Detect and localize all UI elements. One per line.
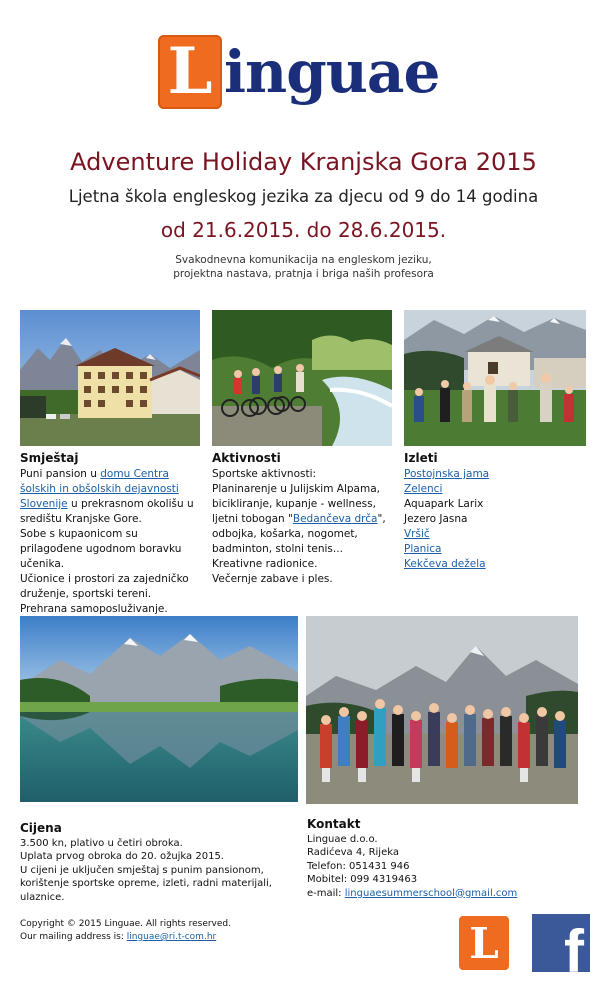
price-included: U cijeni je uključen smještaj s punim pansionom, korištenje sportske opreme, izleti, radni materijali, ulaznice. (20, 864, 272, 903)
contact-section (307, 818, 587, 900)
excursions-heading: Izleti (404, 451, 438, 465)
logo-wordmark: inguae (224, 38, 440, 106)
accommodation-heading: Smještaj (20, 451, 79, 465)
tagline-line-1: Svakodnevna komunikacija na engleskom jeziku, (175, 254, 432, 266)
lake-photo (20, 616, 298, 802)
facebook-icon[interactable] (532, 914, 590, 972)
price-heading: Cijena (20, 821, 62, 835)
activities-evening: Večernje zabave i ples. (212, 573, 333, 585)
price-amount: 3.500 kn, plativo u četiri obroka. (20, 837, 183, 849)
price-section (20, 822, 300, 904)
activities-sports-rest: ", odbojka, košarka, nogomet, badminton, stolni tenis... (212, 513, 386, 555)
excursion-jezero-jasna: Jezero Jasna (404, 513, 468, 525)
copyright-text: Copyright © 2015 Linguae. All rights reserved. (20, 919, 231, 929)
activities-heading: Aktivnosti (212, 451, 281, 465)
contact-email-link[interactable]: linguaesummerschool@gmail.com (344, 887, 518, 899)
excursion-link-postojnska-jama[interactable]: Postojnska jama (404, 468, 490, 480)
excursion-link-zelenci[interactable]: Zelenci (404, 483, 443, 495)
contact-phone: Telefon: 051431 946 (307, 860, 410, 872)
contact-address: Radićeva 4, Rijeka (307, 847, 399, 858)
linguae-logo-icon[interactable] (459, 916, 509, 970)
mailing-label: Our mailing address is: (20, 932, 127, 942)
activities-sports-label: Sportske aktivnosti: (212, 468, 317, 480)
accommodation-rooms: Sobe s kupaonicom su prilagođene ugodnom boravku učenika. (20, 528, 182, 570)
accommodation-intro (20, 467, 202, 527)
footer (20, 918, 231, 944)
accommodation-photo (20, 310, 200, 446)
excursion-aquapark: Aquapark Larix (404, 498, 484, 510)
accommodation-facilities: Učionice i prostori za zajedničko druženje, sportski tereni. (20, 573, 189, 600)
linguae-logo[interactable] (158, 32, 439, 112)
contact-company: Linguae d.o.o. (307, 833, 378, 845)
accommodation-intro-text: Puni pansion u (20, 468, 101, 480)
mailing-email-link[interactable]: linguae@ri.t-com.hr (126, 932, 217, 942)
contact-mobile: Mobitel: 099 4319463 (307, 874, 418, 885)
mailing-address-line (20, 931, 231, 944)
small-logo-letter: L (469, 918, 499, 968)
accommodation-section (20, 451, 202, 617)
excursion-link-vrsic[interactable]: Vršič (404, 528, 430, 540)
accommodation-meals: Prehrana samoposluživanje. (20, 603, 168, 615)
accommodation-link[interactable]: domu Centra šolskih in obšolskih dejavnosti Slovenije (20, 468, 179, 510)
activities-photo (212, 310, 392, 446)
facebook-letter: f (564, 918, 584, 972)
page-subtitle: Ljetna škola engleskog jezika za djecu od 9 do 14 godina (68, 187, 539, 206)
accommodation-intro-rest: u prekrasnom okolišu u središtu Kranjske Gore. (20, 498, 194, 525)
toboggan-link[interactable]: Bedančeva drča (292, 513, 378, 525)
price-first-installment: Uplata prvog obroka do 20. ožujka 2015. (20, 851, 224, 862)
contact-email-label: e-mail: (307, 887, 345, 899)
activities-sports-text: Planinarenje u Julijskim Alpama, bicikliranje, kupanje - wellness, ljetni tobogan " (212, 483, 380, 525)
excursion-link-kekceva-dezela[interactable]: Kekčeva dežela (404, 558, 486, 570)
contact-heading: Kontakt (307, 817, 361, 831)
activities-sports-list (212, 482, 396, 557)
activities-workshops: Kreativne radionice. (212, 558, 318, 570)
tagline-line-2: projektna nastava, pratnja i briga naših profesora (173, 268, 434, 280)
activities-section (212, 451, 396, 587)
contact-email-line (307, 887, 587, 901)
page-title: Adventure Holiday Kranjska Gora 2015 (70, 148, 537, 176)
excursions-photo (404, 310, 586, 446)
program-dates: od 21.6.2015. do 28.6.2015. (160, 218, 447, 242)
group-photo (306, 616, 578, 804)
excursions-section (404, 451, 586, 572)
excursion-link-planica[interactable]: Planica (404, 543, 442, 555)
linguae-logo-icon: L (158, 35, 222, 109)
